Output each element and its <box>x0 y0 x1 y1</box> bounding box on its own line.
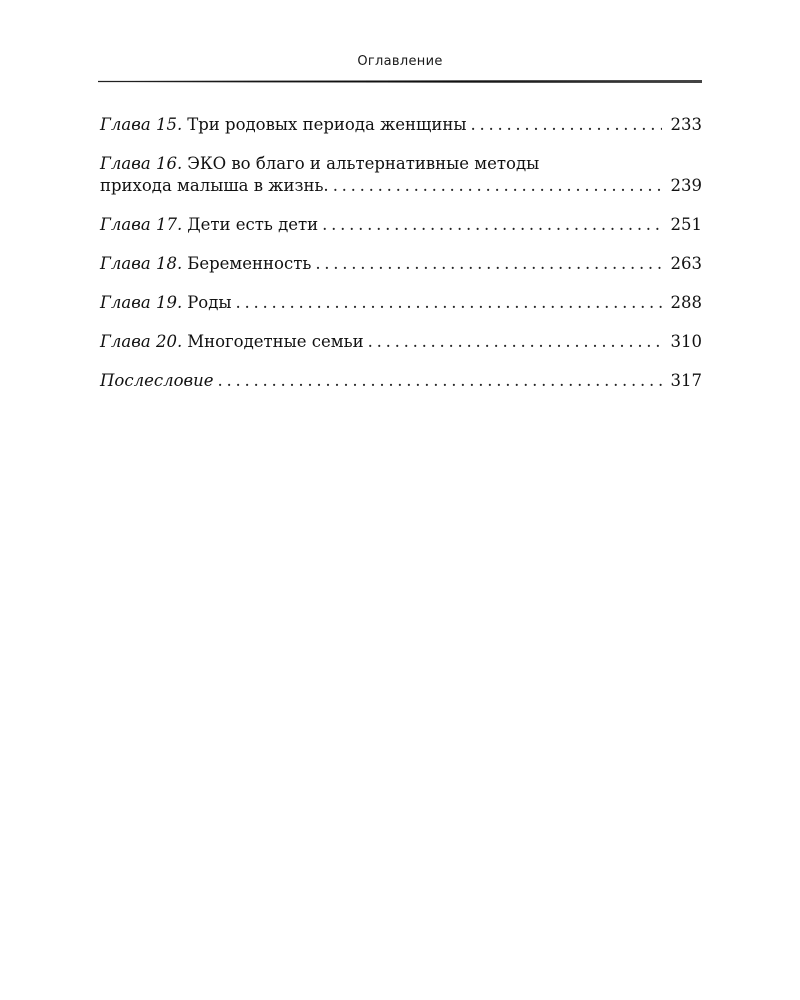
page-number: 310 <box>670 332 702 351</box>
dot-leader <box>236 292 662 314</box>
chapter-label: Глава 15. <box>100 115 183 134</box>
chapter-title: Беременность <box>187 254 312 273</box>
page-number: 233 <box>670 115 702 134</box>
header-rule <box>98 80 702 83</box>
page-number: 251 <box>670 215 702 234</box>
chapter-title: Многодетные семьи <box>187 332 364 351</box>
chapter-title: Три родовых периода женщины <box>187 115 467 134</box>
dot-leader <box>333 175 662 197</box>
dot-leader <box>322 214 662 236</box>
toc-entry-chapter-20[interactable] <box>100 331 702 353</box>
chapter-label: Глава 18. <box>100 254 183 273</box>
toc-entry-chapter-15[interactable] <box>100 114 702 136</box>
chapter-label: Глава 19. <box>100 293 183 312</box>
toc-entry-chapter-18[interactable] <box>100 253 702 275</box>
chapter-label: Глава 17. <box>100 215 183 234</box>
dot-leader <box>218 370 662 392</box>
chapter-label: Глава 20. <box>100 332 183 351</box>
toc-entry-chapter-16[interactable] <box>100 153 702 197</box>
chapter-label: Глава 16. <box>100 154 183 173</box>
page-number: 288 <box>670 293 702 312</box>
afterword-title: Послесловие <box>100 371 214 390</box>
chapter-title: Роды <box>187 293 232 312</box>
toc-entry-chapter-19[interactable] <box>100 292 702 314</box>
page-number: 317 <box>670 371 702 390</box>
chapter-title-line-1: ЭКО во благо и альтернативные методы <box>187 154 540 173</box>
page-number: 239 <box>670 176 702 195</box>
chapter-title: Дети есть дети <box>187 215 319 234</box>
toc-entry-chapter-17[interactable] <box>100 214 702 236</box>
dot-leader <box>315 253 662 275</box>
dot-leader <box>368 331 662 353</box>
chapter-title-line-2: прихода малыша в жизнь. <box>100 176 329 195</box>
running-head: Оглавление <box>357 54 443 69</box>
table-of-contents <box>100 114 702 409</box>
toc-entry-afterword[interactable] <box>100 370 702 392</box>
page-number: 263 <box>670 254 702 273</box>
dot-leader <box>470 114 662 136</box>
